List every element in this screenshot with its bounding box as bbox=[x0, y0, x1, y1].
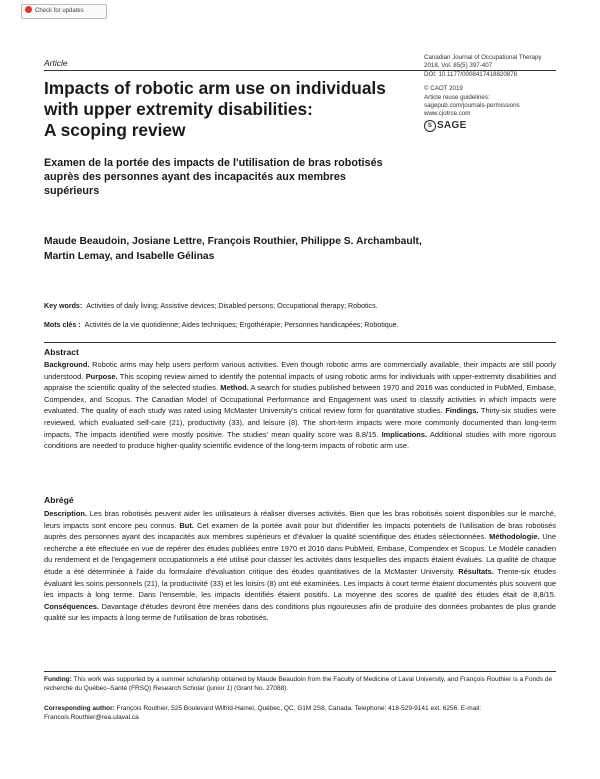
mots-cles: Mots clés : Activités de la vie quotidienne; Aides techniques; Ergothérapie; Personnes handicapées; Robotique. bbox=[44, 321, 399, 329]
abrege-heading: Abrégé bbox=[44, 495, 74, 505]
article-title: Impacts of robotic arm use on individuals with upper extremity disabilities: A scoping review bbox=[44, 78, 386, 140]
sage-logo: S SAGE bbox=[424, 120, 467, 132]
check-for-updates-badge[interactable] bbox=[21, 4, 107, 19]
journal-doi[interactable]: DOI: 10.1177/0008417418820878 bbox=[424, 70, 518, 78]
footnote-rule bbox=[44, 671, 556, 672]
abstract-heading: Abstract bbox=[44, 347, 79, 357]
journal-info bbox=[424, 54, 564, 132]
reuse-guidelines: Article reuse guidelines: bbox=[424, 93, 490, 101]
crossmark-icon bbox=[25, 6, 32, 13]
abrege-body: Description. Les bras robotisés peuvent aider les utilisateurs à réaliser diverses activités. Bien que les bras robotisés soient disponibles sur le marché, leurs impacts sont encore peu connus. But. Cet examen de la portée avait pour but d'identifier les impacts potentiels de l'utilisation de bras robotisés auprès des personnes ayant des incapacités aux membres supérieurs et d'évaluer la qualité scientifique des études sélectionnées. Méthodologie. Une recherche a été effectuée en vue de repérer des études publiées entre 1970 et 2016 dans PubMed, Embase, Compendex et Scopus. Le Modèle canadien du rendement et de l'engagement occupationnels a été utilisé pour classer les activités dans lesquelles des impacts étaient évalués. La qualité de chaque étude a été déterminée à l'aide du formulaire d'évaluation critique des études quantitatives de la McMaster University. Résultats. Trente-six études évaluant les soins personnels (21), la productivité (33) et les loisirs (8) ont été examinées. Les impacts à court terme étaient documentés plus souvent que les impacts à long terme. Dans l'ensemble, les impacts identifiés étaient positifs. La moyenne des scores de qualité des études était de 8,8/15. Conséquences. Davantage d'études devront être menées dans des conditions plus rigoureuses afin de produire des données probantes de plus grande qualité sur les impacts à long terme de l'utilisation de bras robotisés. bbox=[44, 509, 557, 623]
permissions-link[interactable]: sagepub.com/journals-permissions bbox=[424, 102, 520, 110]
journal-copyright: © CAOT 2019 bbox=[424, 85, 463, 93]
corresponding-author: Corresponding author: François Routhier, 525 Boulevard Wilfrid-Hamel, Québec, QC, G1M 2S8, Canada. Telephone: 418-529-9141 ext. 6256. E-mail: Francois.Routhier@rea.ulaval.ca bbox=[44, 705, 482, 721]
sage-mark-icon: S bbox=[424, 120, 436, 132]
keywords: Key words: Activities of daily living; Assistive devices; Disabled persons; Occupational therapy; Robotics. bbox=[44, 302, 378, 310]
badge-label: Check for updates bbox=[35, 8, 84, 14]
journal-site-link[interactable]: www.cjotrce.com bbox=[424, 110, 471, 118]
journal-volume: 2018, Vol. 85(5) 397-407 bbox=[424, 62, 493, 70]
author-list: Maude Beaudoin, Josiane Lettre, François Routhier, Philippe S. Archambault, Martin Lemay, and Isabelle Gélinas bbox=[44, 236, 422, 262]
french-title: Examen de la portée des impacts de l'utilisation de bras robotisés auprès des personnes ayant des incapacités aux membres supérieurs bbox=[44, 157, 383, 197]
journal-name: Canadian Journal of Occupational Therapy bbox=[424, 54, 542, 61]
abstract-rule bbox=[44, 342, 556, 343]
funding-note: Funding: This work was supported by a summer scholarship obtained by Maude Beaudoin from the Faculty of Medicine of Laval University, and François Routhier is a Fonds de recherche du Québec–Santé (FRSQ) Research Scholar (junior 1) (Grant No. 27088). bbox=[44, 676, 553, 692]
article-type: Article bbox=[44, 58, 68, 68]
abstract-body: Background. Robotic arms may help users perform various activities. Even though robotic arms are commercially available, their impacts are still poorly understood. Purpose. This scoping review aimed to identify the potential impacts of using robotic arms for individuals with upper-extremity disabilities and appraise the scientific quality of the selected studies. Method. A search for studies published between 1970 and 2016 was conducted in PubMed, Embase, Compendex, and Scopus. The Canadian Model of Occupational Performance and Engagement was used to classify activities in which impacts were evaluated. The quality of each study was rated using McMaster University's critical review form for quantitative studies. Findings. Thirty-six studies were reviewed, which evaluated self-care (21), productivity (33), and leisure (8). The short-term impacts were more commonly documented than long-term impacts. The impacts identified were mostly positive. The studies' mean quality score was 8.8/15. Implications. Additional studies with more rigorous conditions are needed to produce higher-quality scientific evidence of the long-term impacts of robotic arm use. bbox=[44, 360, 557, 451]
